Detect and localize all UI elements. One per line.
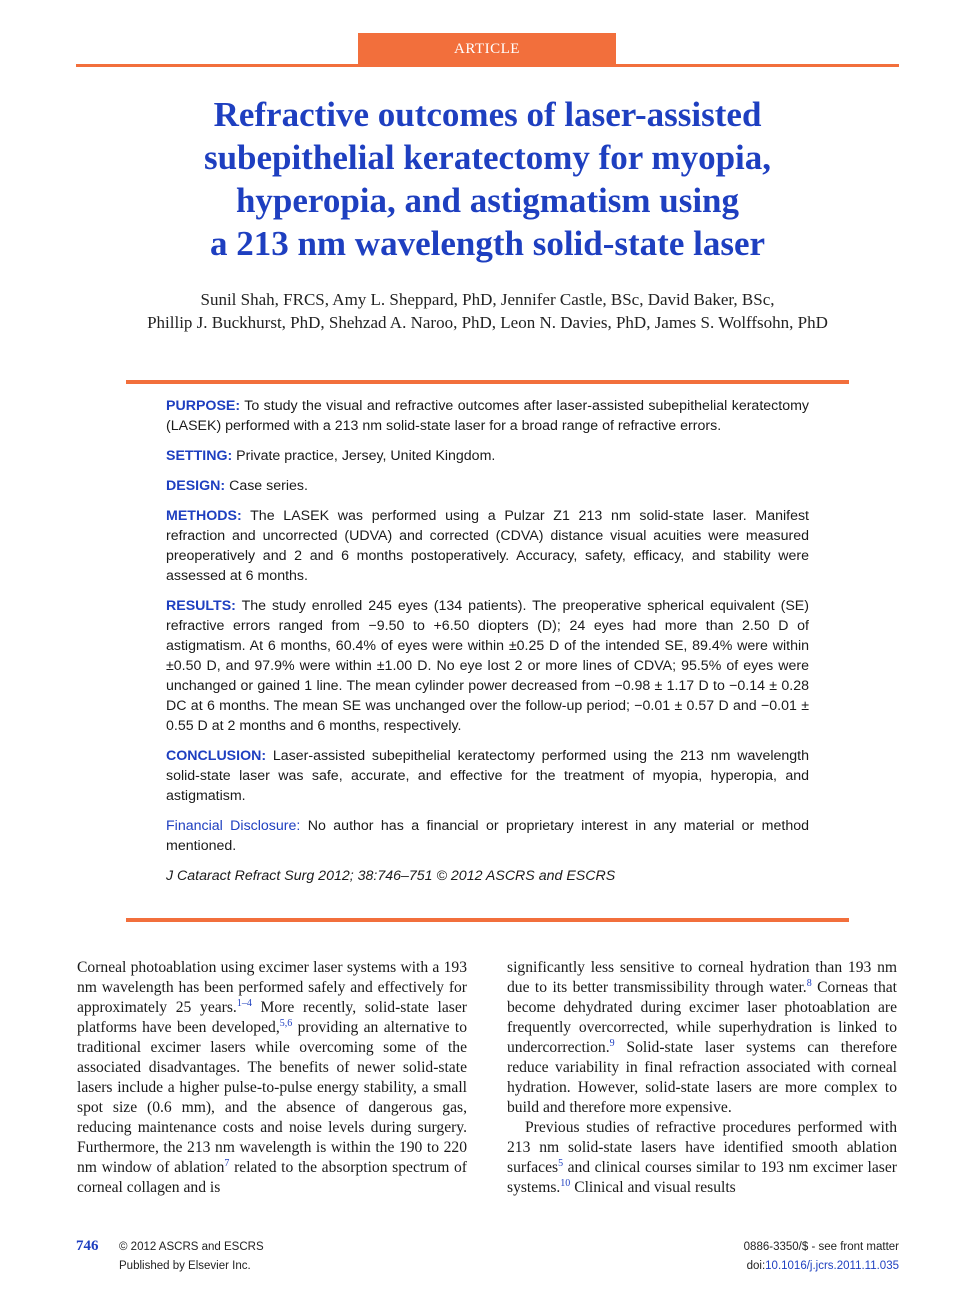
abstract-bottom-rule — [126, 918, 849, 922]
setting-text: Private practice, Jersey, United Kingdom. — [232, 448, 496, 464]
journal-citation: J Cataract Refract Surg 2012; 38:746–751 © 2012 ASCRS and ESCRS — [166, 868, 616, 884]
reference-link[interactable]: 10 — [560, 1177, 571, 1189]
results-label: RESULTS: — [166, 598, 236, 614]
abstract — [166, 396, 809, 896]
body-text: More recently, solid-state laser platforms have been developed, — [77, 999, 467, 1036]
author-list — [60, 288, 915, 334]
footer-publisher: Published by Elsevier Inc. — [119, 1260, 251, 1272]
author-line: Sunil Shah, FRCS, Amy L. Sheppard, PhD, Jennifer Castle, BSc, David Baker, BSc, — [200, 290, 775, 309]
disclosure-text: No author has a financial or proprietary interest in any material or method mentioned. — [166, 818, 809, 854]
reference-link[interactable]: 5,6 — [279, 1017, 293, 1029]
reference-link[interactable]: 7 — [224, 1157, 230, 1169]
article-title — [100, 93, 875, 265]
body-paragraph — [77, 958, 467, 1198]
doi-label: doi: — [746, 1260, 766, 1272]
design-text: Case series. — [225, 478, 308, 494]
body-text: Corneas that become dehydrated during excimer laser photoablation are frequently overcorrected, while superhydration is linked to undercorrection. — [507, 979, 898, 1056]
body-text: Solid-state laser systems can therefore reduce variability in final refraction associated with corneal hydration. However, solid-state lasers are more complex to build and therefore more expensive. — [507, 1039, 897, 1116]
conclusion-text: Laser-assisted subepithelial keratectomy performed using the 213 nm wavelength solid-state laser was safe, accurate, and effective for the treatment of myopia, hyperopia, and astigmatism. — [166, 748, 809, 804]
body-text: Previous studies of refractive procedures performed with 213 nm solid-state lasers have identified smooth ablation surfaces — [507, 1119, 897, 1176]
body-text: Clinical and visual results — [570, 1179, 736, 1196]
body-paragraph — [507, 958, 897, 1118]
abstract-methods — [166, 506, 809, 586]
results-text: The study enrolled 245 eyes (134 patients). The preoperative spherical equivalent (SE) refractive errors ranged from −9.50 to +6.50 diopters (D); 24 eyes had more than 2.50 D of astigmatism. At 6 months, 60.4% of eyes were within ±0.25 D of the intended SE, 89.4% were within ±0.50 D, and 97.9% were within ±1.00 D. No eye lost 2 or more lines of CDVA; 95.5% of eyes were unchanged or gained 1 line. The mean cylinder power decreased from −0.98 ± 1.17 D to −0.14 ± 0.28 DC at 6 months. The mean SE was unchanged over the follow-up period; −0.01 ± 0.57 D and −0.01 ± 0.55 D at 2 months and 6 months, respectively. — [166, 598, 809, 734]
reference-link[interactable]: 9 — [609, 1037, 615, 1049]
title-line: Refractive outcomes of laser-assisted — [213, 95, 762, 134]
purpose-text: To study the visual and refractive outcomes after laser-assisted subepithelial keratectomy (LASEK) performed with a 213 nm solid-state laser for a broad range of refractive errors. — [166, 398, 809, 434]
abstract-design — [166, 476, 809, 496]
purpose-label: PURPOSE: — [166, 398, 241, 414]
reference-link[interactable]: 5 — [558, 1157, 564, 1169]
body-text: and clinical courses similar to 193 nm excimer laser systems. — [507, 1159, 897, 1196]
section-tag: ARTICLE — [358, 33, 616, 65]
abstract-conclusion — [166, 746, 809, 806]
footer-copyright: © 2012 ASCRS and ESCRS — [119, 1241, 264, 1253]
body-text: significantly less sensitive to corneal hydration than 193 nm due to its better transmissibility through water. — [507, 959, 897, 996]
disclosure-label: Financial Disclosure: — [166, 818, 301, 834]
footer-issn: 0886-3350/$ - see front matter — [743, 1241, 899, 1253]
abstract-purpose — [166, 396, 809, 436]
abstract-top-rule — [126, 380, 849, 384]
title-line: hyperopia, and astigmatism using — [235, 181, 740, 220]
reference-link[interactable]: 8 — [806, 977, 812, 989]
page-number: 746 — [76, 1238, 99, 1254]
body-text: Corneal photoablation using excimer laser systems with a 193 nm wavelength has been performed safely and effectively for approximately 25 years. — [77, 959, 467, 1016]
body-column-right — [507, 958, 897, 1198]
body-column-left — [77, 958, 467, 1198]
abstract-results — [166, 596, 809, 736]
author-line: Phillip J. Buckhurst, PhD, Shehzad A. Naroo, PhD, Leon N. Davies, PhD, James S. Wolffsohn, PhD — [147, 313, 828, 332]
methods-text: The LASEK was performed using a Pulzar Z1 213 nm solid-state laser. Manifest refraction and uncorrected (UDVA) and corrected (CDVA) distance visual acuities were measured preoperatively and 2 and 6 months postoperatively. Accuracy, safety, efficacy, and stability were assessed at 6 months. — [166, 508, 809, 584]
reference-link[interactable]: 1–4 — [236, 997, 252, 1009]
methods-label: METHODS: — [166, 508, 242, 524]
body-text: providing an alternative to traditional excimer lasers while overcoming some of the associated disadvantages. The benefits of newer solid-state lasers include a higher pulse-to-pulse energy stability, a small spot size (0.6 mm), and the absence of dangerous gas, reducing maintenance costs and noise levels during surgery. Furthermore, the 213 nm wavelength is within the 190 to 220 nm window of ablation — [77, 1019, 467, 1176]
title-line: subepithelial keratectomy for myopia, — [203, 138, 772, 177]
abstract-setting — [166, 446, 809, 466]
conclusion-label: CONCLUSION: — [166, 748, 267, 764]
doi-link[interactable]: 10.1016/j.jcrs.2011.11.035 — [765, 1260, 899, 1272]
footer-doi — [747, 1260, 899, 1272]
design-label: DESIGN: — [166, 478, 226, 494]
header-rule — [76, 64, 899, 67]
title-line: a 213 nm wavelength solid-state laser — [209, 224, 766, 263]
setting-label: SETTING: — [166, 448, 233, 464]
body-paragraph — [507, 1118, 897, 1198]
body-text: related to the absorption spectrum of corneal collagen and is — [77, 1159, 467, 1196]
abstract-disclosure — [166, 816, 809, 856]
